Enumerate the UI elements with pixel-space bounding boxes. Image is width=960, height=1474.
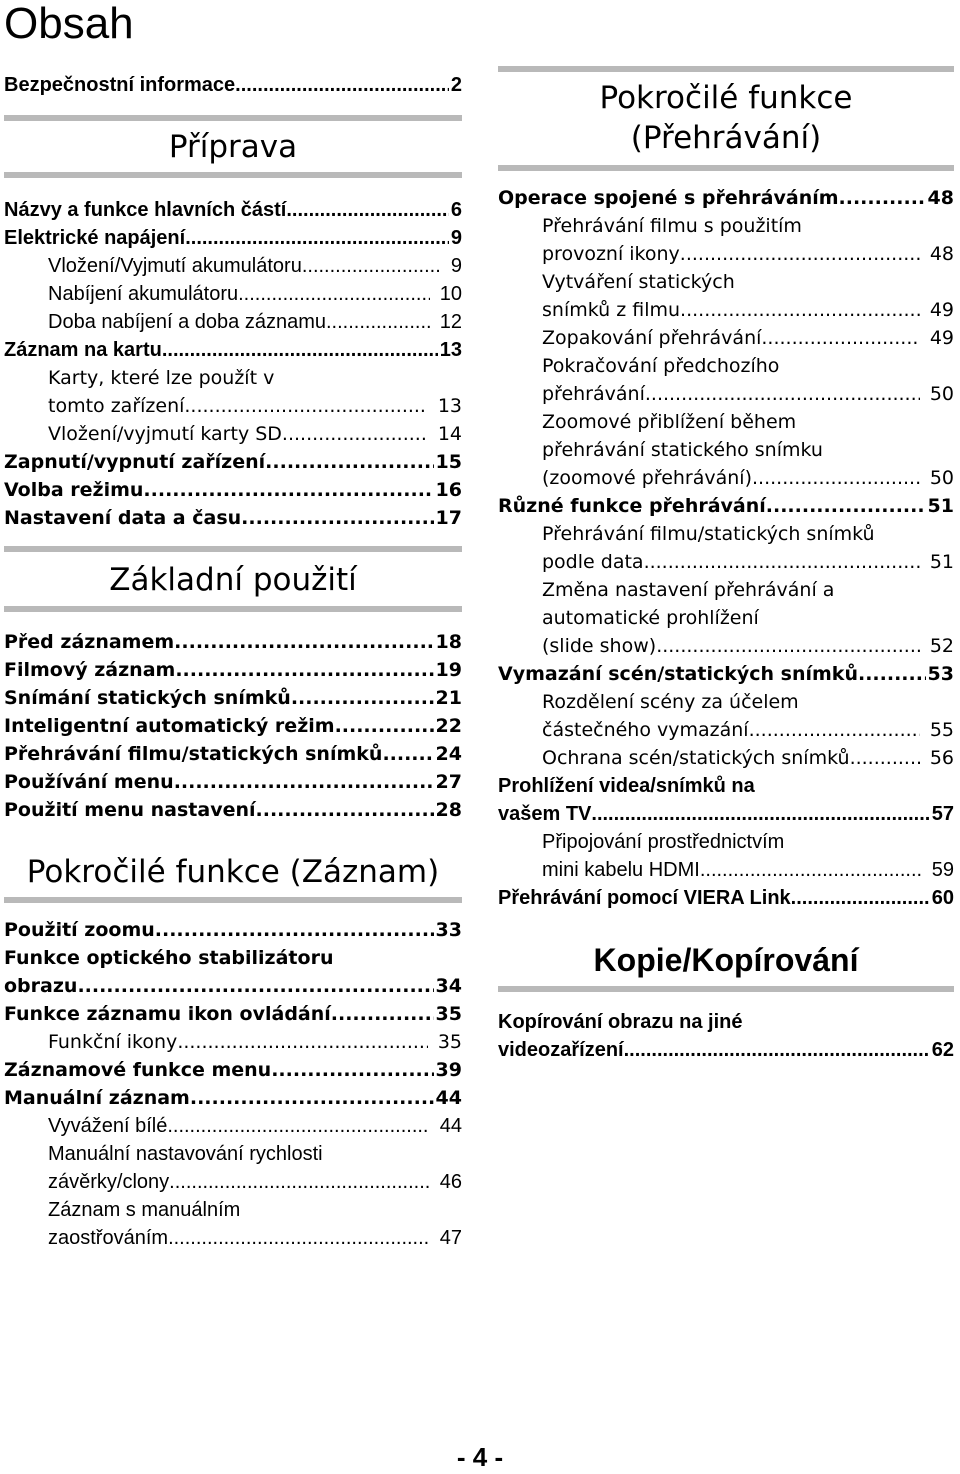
toc-entry-text: Funkce optického stabilizátoru: [4, 947, 334, 969]
toc-subentry-text: Připojování prostřednictvím: [542, 831, 785, 853]
toc-entry-label: videozařízení: [498, 1039, 624, 1061]
section-divider: [4, 546, 462, 552]
toc-entry-page: 52: [929, 635, 954, 657]
toc-entry-label: Inteligentní automatický režim: [4, 715, 335, 737]
toc-entry-page: 27: [435, 771, 462, 793]
toc-entry-label: Doba nabíjení a doba záznamu: [48, 311, 326, 333]
toc-entry-page: 28: [435, 799, 462, 821]
toc-subentry-text: přehrávání statického snímku: [542, 439, 823, 461]
toc-entry-page: 39: [435, 1059, 462, 1081]
toc-subentry-text: Rozdělení scény za účelem: [542, 691, 799, 713]
toc-entry-label: částečného vymazání: [542, 719, 749, 741]
toc-entry[interactable]: [4, 448, 462, 476]
toc-entry-page: 51: [929, 551, 954, 573]
toc-entry-label: Bezpečnostní informace: [4, 74, 236, 96]
toc-entry[interactable]: [498, 1036, 954, 1064]
toc-entry-label: Nastavení data a času: [4, 507, 242, 529]
toc-entry[interactable]: [4, 656, 462, 684]
toc-entry[interactable]: [498, 492, 954, 520]
toc-entry-label: Manuální záznam: [4, 1087, 190, 1109]
toc-entry-page: 15: [435, 451, 462, 473]
toc-entry[interactable]: [4, 684, 462, 712]
section-heading-priprava: Příprava: [168, 129, 298, 165]
toc-entry-text: Kopírování obrazu na jiné: [498, 1011, 743, 1033]
toc-subentry[interactable]: [542, 464, 954, 492]
toc-entry-page: 33: [435, 919, 462, 941]
toc-entry-page: 62: [931, 1039, 954, 1061]
toc-entry-label: zaostřováním: [48, 1227, 169, 1249]
toc-entry-label: přehrávání: [542, 383, 645, 405]
toc-subentry-text: Záznam s manuálním: [48, 1199, 241, 1221]
toc-entry[interactable]: [4, 628, 462, 656]
toc-entry-page: 21: [435, 687, 462, 709]
toc-entry-label: Snímání statických snímků: [4, 687, 291, 709]
toc-entry-label: Před záznamem: [4, 631, 175, 653]
toc-subentry-text: Manuální nastavování rychlosti: [48, 1143, 323, 1165]
toc-entry-label: Použití menu nastavení: [4, 799, 256, 821]
toc-subentry[interactable]: [48, 308, 462, 336]
toc-entry-label: Volba režimu: [4, 479, 144, 501]
toc-entry-page: 6: [450, 199, 462, 221]
toc-entry-page: 24: [435, 743, 462, 765]
toc-subentry[interactable]: [48, 1028, 462, 1056]
toc-entry-label: Nabíjení akumulátoru: [48, 283, 239, 305]
toc-subentry[interactable]: [542, 744, 954, 772]
toc-entry-page: 18: [435, 631, 462, 653]
toc-entry-page: 9: [450, 255, 462, 277]
toc-entry-page: 16: [435, 479, 462, 501]
toc-subentry[interactable]: [48, 280, 462, 308]
toc-entry-page: 56: [929, 747, 954, 769]
toc-entry-page: 14: [437, 423, 462, 445]
toc-entry-page: 44: [435, 1087, 462, 1109]
toc-entry-label: vašem TV: [498, 803, 592, 825]
toc-entry-page: 10: [439, 283, 462, 305]
toc-entry-page: 55: [929, 719, 954, 741]
toc-entry-page: 51: [927, 495, 954, 517]
toc-subentry[interactable]: [48, 392, 462, 420]
toc-entry[interactable]: [4, 224, 462, 252]
toc-entry-page: 22: [435, 715, 462, 737]
toc-subentry[interactable]: [542, 240, 954, 268]
toc-entry-label: Funkční ikony: [48, 1031, 178, 1053]
toc-entry-label: Používání menu: [4, 771, 174, 793]
toc-subentry[interactable]: [48, 252, 462, 280]
toc-entry-label: Názvy a funkce hlavních částí: [4, 199, 287, 221]
toc-subentry-text: Přehrávání filmu s použitím: [542, 215, 802, 237]
toc-entry-page: 9: [450, 227, 462, 249]
page-number: - 4 -: [456, 1442, 504, 1472]
toc-subentry[interactable]: [48, 1112, 462, 1140]
toc-entry-label: provozní ikony: [542, 243, 680, 265]
toc-subentry[interactable]: [542, 856, 954, 884]
toc-subentry-text: Karty, které lze použít v: [48, 367, 275, 389]
toc-entry-label: Operace spojené s přehráváním: [498, 187, 839, 209]
toc-entry-label: Zopakování přehrávání: [542, 327, 762, 349]
toc-entry[interactable]: [4, 1084, 462, 1112]
toc-subentry-text: Pokračování předchozího: [542, 355, 780, 377]
toc-entry[interactable]: [4, 476, 462, 504]
toc-entry-page: 53: [927, 663, 954, 685]
section-divider: [4, 606, 462, 612]
section-heading-pokrocile-prehravani-line2: (Přehrávání): [630, 120, 822, 156]
toc-entry-page: 35: [435, 1003, 462, 1025]
toc-entry-page: 60: [931, 887, 954, 909]
toc-entry-page: 44: [439, 1115, 462, 1137]
toc-subentry[interactable]: [542, 296, 954, 324]
toc-entry[interactable]: [4, 504, 462, 532]
toc-subentry-text: Změna nastavení přehrávání a: [542, 579, 835, 601]
toc-entry-label: snímků z filmu: [542, 299, 681, 321]
toc-entry-label: obrazu: [4, 975, 78, 997]
toc-entry[interactable]: [4, 712, 462, 740]
toc-entry-text: Prohlížení videa/snímků na: [498, 775, 755, 797]
section-heading-pokrocile-prehravani: Pokročilé funkce: [599, 80, 853, 116]
toc-subentry[interactable]: [48, 1224, 462, 1252]
toc-entry[interactable]: [4, 740, 462, 768]
toc-subentry-text: Zoomové přiblížení během: [542, 411, 797, 433]
toc-entry[interactable]: [4, 71, 462, 99]
toc-entry-label: Vymazání scén/statických snímků: [498, 663, 858, 685]
toc-subentry[interactable]: [542, 716, 954, 744]
toc-entry[interactable]: [4, 196, 462, 224]
toc-entry-label: Přehrávání pomocí VIERA Link: [498, 887, 791, 909]
toc-entry-page: 13: [437, 395, 462, 417]
toc-entry[interactable]: [4, 336, 462, 364]
section-divider: [498, 165, 954, 171]
toc-entry-label: Přehrávání filmu/statických snímků: [4, 743, 383, 765]
toc-entry[interactable]: [498, 884, 954, 912]
toc-entry-page: 47: [439, 1227, 462, 1249]
toc-entry-page: 35: [437, 1031, 462, 1053]
toc-entry[interactable]: [4, 916, 462, 944]
toc-subentry-text: Přehrávání filmu/statických snímků: [542, 523, 875, 545]
toc-entry-label: (slide show): [542, 635, 657, 657]
toc-subentry[interactable]: [542, 632, 954, 660]
toc-entry-label: mini kabelu HDMI: [542, 859, 700, 881]
toc-entry-label: Vložení/vyjmutí karty SD: [48, 423, 282, 445]
toc-entry-page: 46: [439, 1171, 462, 1193]
toc-entry-label: tomto zařízení: [48, 395, 185, 417]
toc-entry-page: 50: [929, 383, 954, 405]
toc-entry[interactable]: [498, 184, 954, 212]
section-divider: [4, 115, 462, 121]
toc-subentry[interactable]: [48, 1168, 462, 1196]
toc-entry-page: 12: [439, 311, 462, 333]
toc-entry-label: Vložení/Vyjmutí akumulátoru: [48, 255, 302, 277]
toc-subentry[interactable]: [48, 420, 462, 448]
section-heading-kopie: Kopie/Kopírování: [593, 942, 859, 978]
toc-entry-label: Použití zoomu: [4, 919, 155, 941]
toc-entry-label: Různé funkce přehrávání: [498, 495, 766, 517]
toc-subentry-text: automatické prohlížení: [542, 607, 759, 629]
toc-entry-label: Záznamové funkce menu: [4, 1059, 272, 1081]
toc-entry[interactable]: [4, 1056, 462, 1084]
toc-subentry[interactable]: [542, 380, 954, 408]
toc-subentry[interactable]: [542, 548, 954, 576]
section-heading-pokrocile-zaznam: Pokročilé funkce (Záznam): [26, 854, 440, 890]
section-divider: [498, 66, 954, 72]
toc-entry-label: Filmový záznam: [4, 659, 176, 681]
toc-entry-page: 48: [927, 187, 954, 209]
toc-entry-page: 50: [929, 467, 954, 489]
toc-entry[interactable]: [4, 972, 462, 1000]
toc-entry-page: 19: [435, 659, 462, 681]
toc-entry-label: Elektrické napájení: [4, 227, 186, 249]
toc-entry-page: 2: [450, 74, 462, 96]
toc-entry-label: Funkce záznamu ikon ovládání: [4, 1003, 331, 1025]
toc-entry-label: podle data: [542, 551, 644, 573]
toc-entry-label: Ochrana scén/statických snímků: [542, 747, 850, 769]
section-divider: [498, 986, 954, 992]
toc-entry-page: 49: [929, 327, 954, 349]
toc-entry-page: 34: [435, 975, 462, 997]
page-title: Obsah: [4, 0, 134, 48]
toc-entry-label: Zapnutí/vypnutí zařízení: [4, 451, 266, 473]
toc-entry-page: 48: [929, 243, 954, 265]
toc-entry-page: 57: [931, 803, 954, 825]
toc-entry-page: 13: [439, 339, 462, 361]
toc-subentry-text: Vytváření statických: [542, 271, 735, 293]
toc-entry-page: 17: [435, 507, 462, 529]
toc-entry[interactable]: [4, 1000, 462, 1028]
section-divider: [4, 897, 462, 903]
toc-entry-label: (zoomové přehrávání): [542, 467, 753, 489]
toc-entry[interactable]: [4, 768, 462, 796]
toc-entry-page: 59: [931, 859, 954, 881]
section-divider: [4, 172, 462, 178]
toc-entry-page: 49: [929, 299, 954, 321]
toc-entry[interactable]: [4, 796, 462, 824]
toc-entry-label: Záznam na kartu.: [4, 339, 168, 361]
toc-subentry[interactable]: [542, 324, 954, 352]
toc-entry[interactable]: [498, 800, 954, 828]
toc-entry-label: Vyvážení bílé: [48, 1115, 168, 1137]
toc-entry[interactable]: [498, 660, 954, 688]
toc-entry-label: závěrky/clony: [48, 1171, 170, 1193]
section-heading-zakladni-pouziti: Základní použití: [109, 562, 357, 598]
